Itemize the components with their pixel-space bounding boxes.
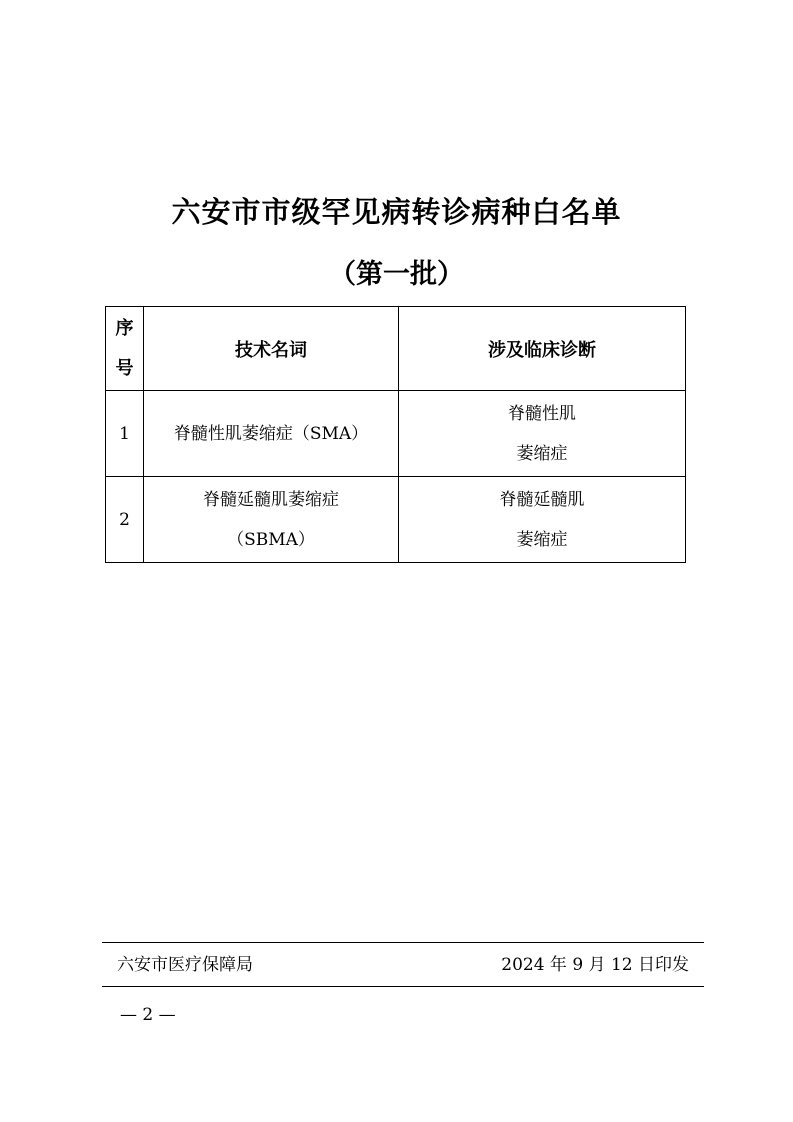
rare-disease-table bbox=[105, 306, 686, 563]
header-number-line1: 序 bbox=[115, 317, 134, 339]
table-header-row bbox=[106, 307, 686, 391]
row-diagnosis-line2: 萎缩症 bbox=[516, 443, 568, 464]
row-term-line1: 脊髓延髓肌萎缩症 bbox=[203, 489, 339, 510]
row-term bbox=[144, 477, 399, 563]
footer-top-rule bbox=[102, 942, 704, 943]
footer-issuer: 六安市医疗保障局 bbox=[117, 955, 253, 975]
footer-issue-date: 2024 年 9 月 12 日印发 bbox=[501, 955, 689, 975]
document-title: 六安市市级罕见病转诊病种白名单 bbox=[171, 195, 622, 229]
table-row bbox=[106, 391, 686, 477]
row-diagnosis bbox=[399, 477, 686, 563]
row-diagnosis-line1: 脊髓性肌 bbox=[508, 403, 576, 424]
header-diagnosis: 涉及临床诊断 bbox=[399, 307, 686, 391]
row-diagnosis bbox=[399, 391, 686, 477]
row-diagnosis-line2: 萎缩症 bbox=[516, 529, 568, 550]
row-term-line1: 脊髓性肌萎缩症（SMA） bbox=[173, 423, 369, 444]
row-term bbox=[144, 391, 399, 477]
header-term: 技术名词 bbox=[144, 307, 399, 391]
document-subtitle: （第一批） bbox=[329, 259, 464, 290]
table-row bbox=[106, 477, 686, 563]
footer-bottom-rule bbox=[102, 986, 704, 987]
row-term-line2: （SBMA） bbox=[227, 529, 315, 550]
page-number: — 2 — bbox=[120, 1005, 176, 1025]
header-number-line2: 号 bbox=[115, 357, 134, 379]
row-number: 2 bbox=[106, 477, 144, 563]
row-number: 1 bbox=[106, 391, 144, 477]
header-number bbox=[106, 307, 144, 391]
row-diagnosis-line1: 脊髓延髓肌 bbox=[499, 489, 585, 510]
